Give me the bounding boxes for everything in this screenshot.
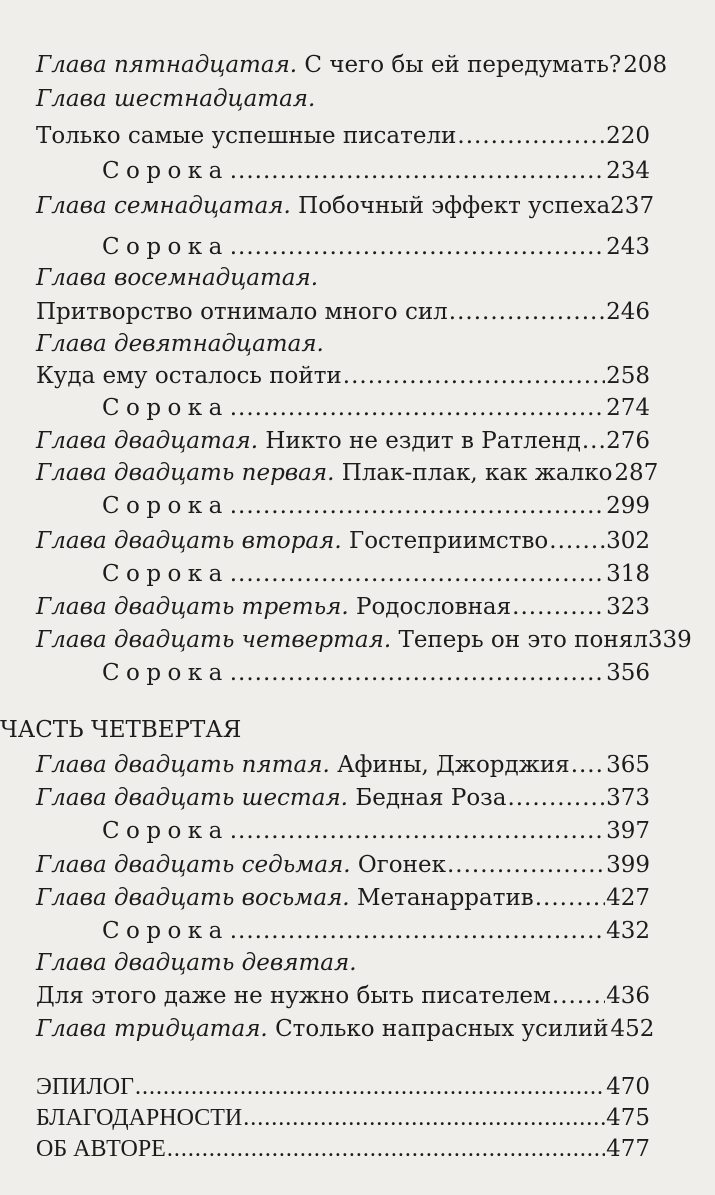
toc-entry [36, 82, 650, 116]
chapter-label: Глава двадцать первая. [36, 460, 335, 486]
page-number: 274 [606, 395, 650, 421]
page-number: 302 [606, 528, 650, 554]
page-number: 373 [606, 785, 650, 811]
chapter-label: Глава двадцать седьмая. [36, 852, 351, 878]
interlude-title: Сорока [102, 818, 229, 844]
entry-title: ЧАСТЬ ЧЕТВЕРТАЯ [0, 717, 242, 743]
dot-leader [512, 590, 605, 624]
chapter-label: Глава восемнадцатая. [36, 265, 319, 291]
toc-entry [36, 48, 668, 82]
entry-title: Огонек [357, 852, 446, 878]
toc-entry [102, 814, 650, 848]
chapter-label: Глава девятнадцатая. [36, 331, 324, 357]
page-number: 477 [606, 1136, 650, 1162]
dot-leader [230, 557, 605, 591]
chapter-label: Глава шестнадцатая. [36, 86, 316, 112]
dot-leader [135, 1070, 605, 1104]
toc-entry [102, 230, 650, 264]
toc-entry [36, 979, 650, 1013]
dot-leader [230, 154, 605, 188]
toc-entry [36, 1012, 655, 1046]
entry-title: Для этого даже не нужно быть писателем [36, 983, 551, 1009]
entry-title: Куда ему осталось пойти [36, 363, 342, 389]
toc-entry [102, 489, 650, 523]
dot-leader [447, 848, 605, 882]
page-number: 397 [606, 818, 650, 844]
page-number: 258 [606, 363, 650, 389]
chapter-label: Глава тридцатая. [36, 1016, 268, 1042]
toc-entry [36, 261, 650, 295]
entry-title: ЭПИЛОГ [36, 1074, 134, 1100]
page-number: 475 [606, 1105, 650, 1131]
chapter-label: Глава двадцать шестая. [36, 785, 348, 811]
dot-leader [507, 781, 605, 815]
entry-title: Гостеприимство [348, 528, 549, 554]
page-number: 276 [606, 428, 650, 454]
chapter-label: Глава двадцатая. [36, 428, 259, 454]
dot-leader [230, 230, 605, 264]
toc-entry [36, 1101, 650, 1135]
toc-entry [36, 881, 650, 915]
page-number: 220 [606, 123, 650, 149]
page-number: 237 [610, 193, 655, 219]
entry-title: Плак-плак, как жалко [341, 460, 613, 486]
page-number: 427 [606, 885, 650, 911]
toc-entry [36, 424, 650, 458]
dot-leader [457, 119, 605, 153]
entry-title: Никто не ездит в Ратленд [265, 428, 581, 454]
toc-entry [102, 557, 650, 591]
page-number: 243 [606, 234, 650, 260]
entry-title: Метанарратив [356, 885, 534, 911]
toc-entry [36, 359, 650, 393]
chapter-label: Глава семнадцатая. [36, 193, 291, 219]
page-number: 208 [623, 52, 668, 78]
chapter-label: Глава двадцать пятая. [36, 752, 330, 778]
toc-entry [36, 119, 650, 153]
chapter-label: Глава пятнадцатая. [36, 52, 298, 78]
dot-leader [571, 748, 605, 782]
entry-title: Только самые успешные писатели [36, 123, 457, 149]
dot-leader [535, 881, 605, 915]
interlude-title: Сорока [102, 234, 229, 260]
entry-title: БЛАГОДАРНОСТИ [36, 1105, 243, 1131]
toc-entry [36, 456, 659, 490]
entry-title: С чего бы ей передумать? [304, 52, 622, 78]
page-number: 470 [606, 1074, 650, 1100]
page-number: 339 [647, 627, 692, 653]
interlude-title: Сорока [102, 158, 229, 184]
part-heading [0, 713, 614, 747]
page-number: 246 [606, 299, 650, 325]
dot-leader [230, 656, 605, 690]
entry-title: Притворство отнимало много сил [36, 299, 448, 325]
chapter-label: Глава двадцать восьмая. [36, 885, 350, 911]
dot-leader [230, 489, 605, 523]
dot-leader [343, 359, 605, 393]
toc-entry [102, 391, 650, 425]
chapter-label: Глава двадцать четвертая. [36, 627, 392, 653]
entry-title: Афины, Джорджия [337, 752, 570, 778]
chapter-label: Глава двадцать третья. [36, 594, 349, 620]
page-number: 356 [606, 660, 650, 686]
interlude-title: Сорока [102, 561, 229, 587]
page-number: 432 [606, 918, 650, 944]
toc-entry [36, 189, 655, 223]
entry-title: ОБ АВТОРЕ [36, 1136, 166, 1162]
toc-entry [36, 590, 650, 624]
page-number: 452 [610, 1016, 655, 1042]
page-number: 365 [606, 752, 650, 778]
entry-title: Бедная Роза [355, 785, 507, 811]
toc-entry [36, 1070, 650, 1104]
dot-leader [230, 814, 605, 848]
page-number: 399 [606, 852, 650, 878]
toc-entry [36, 327, 650, 361]
entry-title: Теперь он это понял [398, 627, 648, 653]
dot-leader [549, 524, 605, 558]
toc-entry [36, 524, 650, 558]
page-number: 323 [606, 594, 650, 620]
dot-leader [230, 391, 605, 425]
page-number: 299 [606, 493, 650, 519]
interlude-title: Сорока [102, 660, 229, 686]
entry-title: Столько напрасных усилий [275, 1016, 609, 1042]
interlude-title: Сорока [102, 493, 229, 519]
dot-leader [449, 295, 605, 329]
toc-entry [36, 623, 692, 657]
toc-entry [102, 914, 650, 948]
toc-entry [102, 656, 650, 690]
dot-leader [243, 1101, 605, 1135]
dot-leader [230, 914, 605, 948]
entry-title: Родословная [355, 594, 512, 620]
page-number: 287 [614, 460, 659, 486]
dot-leader [552, 979, 605, 1013]
toc-entry [36, 1132, 650, 1166]
toc-entry [36, 295, 650, 329]
entry-title: Побочный эффект успеха [298, 193, 611, 219]
toc-entry [36, 946, 650, 980]
dot-leader [167, 1132, 605, 1166]
page-number: 436 [606, 983, 650, 1009]
page-number: 234 [606, 158, 650, 184]
toc-entry [36, 848, 650, 882]
toc-entry [102, 154, 650, 188]
interlude-title: Сорока [102, 918, 229, 944]
chapter-label: Глава двадцать вторая. [36, 528, 342, 554]
chapter-label: Глава двадцать девятая. [36, 950, 357, 976]
dot-leader [582, 424, 605, 458]
interlude-title: Сорока [102, 395, 229, 421]
toc-entry [36, 748, 650, 782]
toc-entry [36, 781, 650, 815]
page-number: 318 [606, 561, 650, 587]
